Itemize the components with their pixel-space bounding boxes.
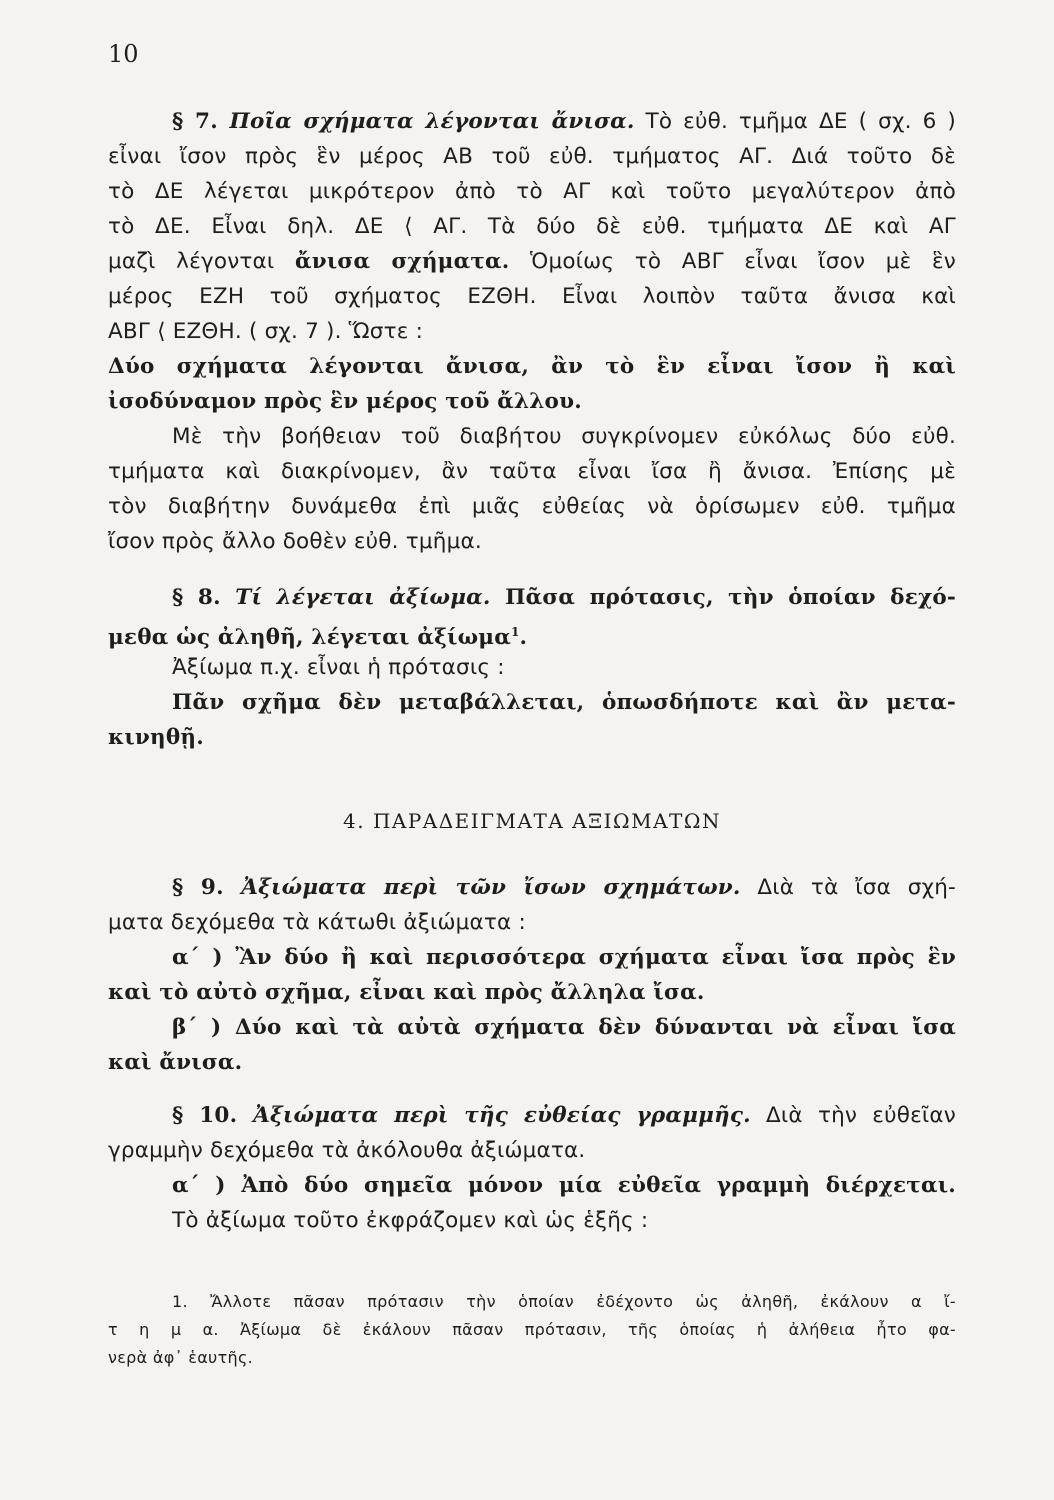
section-title: Τί λέγεται ἀξίωμα. xyxy=(235,585,491,610)
footnote-marker: 1 xyxy=(510,625,520,639)
text-line: Τὸ ἀξίωμα τοῦτο ἐκφράζομεν καὶ ὡς ἑξῆς : xyxy=(172,1208,649,1233)
text-line: ματα δεχόμεθα τὰ κάτωθι ἀξιώματα : xyxy=(108,910,526,935)
text-run: μεθα ὡς ἀληθῆ, λέγεται ἀξίωμα xyxy=(108,625,511,651)
text-line xyxy=(108,615,956,650)
axiom-line: Πᾶν σχῆμα δὲν μεταβάλλεται, ὁπωσδήποτε καὶ ἂν μετα- xyxy=(172,690,956,715)
section-8-line-1 xyxy=(108,580,956,615)
definition-line: ἰσοδύναμον πρὸς ἓν μέρος τοῦ ἄλλου. xyxy=(108,389,582,414)
footnote-line: 1. Ἄλλοτε πᾶσαν πρότασιν τὴν ὁποίαν ἐδέχοντο ὡς ἀληθῆ, ἐκάλουν α ἴ- xyxy=(172,1292,956,1311)
text-line: Ἀξίωμα π.χ. εἶναι ἡ πρότασις : xyxy=(172,655,505,680)
axiom-line: καὶ ἄνισα. xyxy=(108,1050,243,1075)
axiom-line: β΄ ) Δύο καὶ τὰ αὐτὰ σχήματα δὲν δύνανται νὰ εἶναι ἴσα xyxy=(172,1015,956,1040)
section-number: § 9. xyxy=(172,875,242,900)
emphasis: ἄνισα σχήματα. xyxy=(294,249,510,274)
axiom-line: α΄ ) Ἀπὸ δύο σημεῖα μόνον μία εὐθεῖα γραμμὴ διέρχεται. xyxy=(172,1173,956,1198)
text-line: ἴσον πρὸς ἄλλο δοθὲν εὐθ. τμῆμα. xyxy=(108,529,482,554)
text-run: Διὰ τὰ ἴσα σχή- xyxy=(740,875,956,900)
footnote-line: νερὰ ἀφ᾽ ἑαυτῆς. xyxy=(108,1348,254,1367)
section-10-line-1 xyxy=(108,1098,956,1133)
text-run: Διὰ τὴν εὐθεῖαν xyxy=(750,1103,956,1128)
chapter-heading: 4. ΠΑΡΑΔΕΙΓΜΑΤΑ ΑΞΙΩΜΑΤΩΝ xyxy=(343,809,721,833)
page-number: 10 xyxy=(108,40,139,68)
text-run: Πᾶσα πρότασις, τὴν ὁποίαν δεχό- xyxy=(490,585,956,610)
axiom-line: καὶ τὸ αὐτὸ σχῆμα, εἶναι καὶ πρὸς ἄλληλα ἴσα. xyxy=(108,980,705,1005)
text-line: τὸ ΔΕ. Εἶναι δηλ. ΔΕ ⟨ ΑΓ. Τὰ δύο δὲ εὐθ. τμήματα ΔΕ καὶ ΑΓ xyxy=(108,214,956,239)
text-line: τὸν διαβήτην δυνάμεθα ἐπὶ μιᾶς εὐθείας νὰ ὁρίσωμεν εὐθ. τμῆμα xyxy=(108,494,956,519)
text-line: μέρος ΕΖΗ τοῦ σχήματος ΕΖΘΗ. Εἶναι λοιπὸν ταῦτα ἄνισα καὶ xyxy=(108,284,956,309)
section-title: Ἀξιώματα περὶ τῆς εὐθείας γραμμῆς. xyxy=(253,1103,751,1128)
section-7-line-1 xyxy=(108,104,956,139)
section-9 xyxy=(108,870,956,1080)
footnote xyxy=(108,1288,956,1372)
section-number: § 7. xyxy=(172,109,230,134)
section-number: § 8. xyxy=(172,585,236,610)
section-8 xyxy=(108,580,956,755)
definition-line: Δύο σχήματα λέγονται ἄνισα, ἂν τὸ ἓν εἶναι ἴσον ἢ καὶ xyxy=(108,354,956,379)
footnote-line: τ η μ α. Ἀξίωμα δὲ ἐκάλουν πᾶσαν πρότασιν, τῆς ὁποίας ἡ ἀλήθεια ἦτο φα- xyxy=(108,1320,956,1339)
text-line: εἶναι ἴσον πρὸς ἓν μέρος ΑΒ τοῦ εὐθ. τμήματος ΑΓ. Διά τοῦτο δὲ xyxy=(108,144,956,169)
text-run: Ὁμοίως τὸ ΑΒΓ εἶναι ἴσον μὲ ἓν xyxy=(509,249,957,274)
axiom-line: κινηθῇ. xyxy=(108,725,204,750)
text-line xyxy=(108,244,956,279)
text-run: . xyxy=(519,625,528,651)
text-line: τὸ ΔΕ λέγεται μικρότερον ἀπὸ τὸ ΑΓ καὶ τοῦτο μεγαλύτερον ἀπὸ xyxy=(108,179,956,204)
section-title: Ποῖα σχήματα λέγονται ἄνισα. xyxy=(229,109,635,134)
section-title: Ἀξιώματα περὶ τῶν ἴσων σχημάτων. xyxy=(241,875,741,900)
section-number: § 10. xyxy=(172,1103,254,1128)
text-line: ΑΒΓ ⟨ ΕΖΘΗ. ( σχ. 7 ). Ὥστε : xyxy=(108,319,424,344)
text-run: μαζὶ λέγονται xyxy=(108,249,295,274)
section-7 xyxy=(108,104,956,559)
text-line: γραμμὴν δεχόμεθα τὰ ἀκόλουθα ἀξιώματα. xyxy=(108,1138,586,1163)
text-run: Τὸ εὐθ. τμῆμα ΔΕ ( σχ. 6 ) xyxy=(634,109,956,134)
section-9-line-1 xyxy=(108,870,956,905)
axiom-line: α΄ ) Ἂν δύο ἢ καὶ περισσότερα σχήματα εἶναι ἴσα πρὸς ἓν xyxy=(172,945,956,970)
text-line: τμήματα καὶ διακρίνομεν, ἂν ταῦτα εἶναι ἴσα ἢ ἄνισα. Ἐπίσης μὲ xyxy=(108,459,956,484)
section-10 xyxy=(108,1098,956,1238)
text-line: Μὲ τὴν βοήθειαν τοῦ διαβήτου συγκρίνομεν εὐκόλως δύο εὐθ. xyxy=(172,424,956,449)
